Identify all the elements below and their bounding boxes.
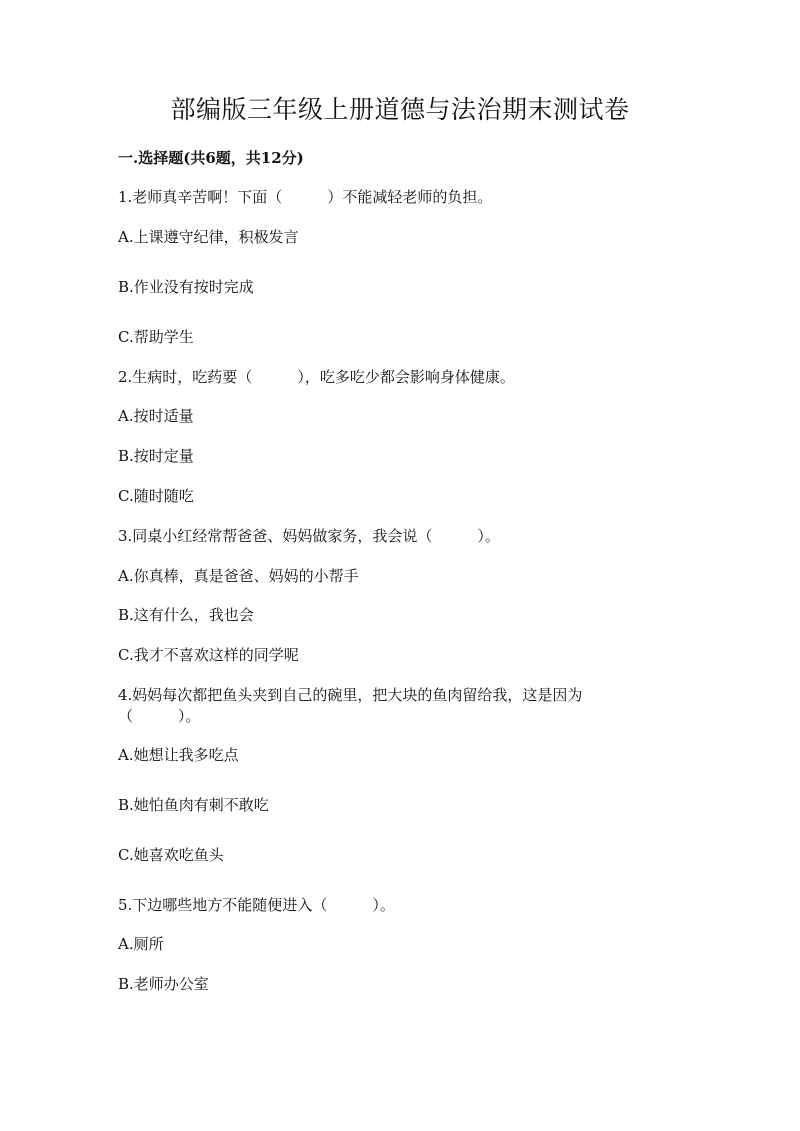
page-title: 部编版三年级上册道德与法治期末测试卷 bbox=[170, 95, 630, 124]
question-1-option-a: A.上课遵守纪律，积极发言 bbox=[118, 228, 299, 246]
question-4-stem-line-2: （ ）。 bbox=[118, 707, 201, 725]
question-5-option-a: A.厕所 bbox=[118, 935, 164, 953]
question-1-option-c: C.帮助学生 bbox=[118, 328, 194, 346]
question-3-option-c: C.我才不喜欢这样的同学呢 bbox=[118, 646, 299, 664]
question-3-option-a: A.你真棒，真是爸爸、妈妈的小帮手 bbox=[118, 567, 359, 585]
question-3-option-b: B.这有什么，我也会 bbox=[118, 606, 254, 624]
question-1-stem: 1.老师真辛苦啊！下面（ ）不能减轻老师的负担。 bbox=[118, 188, 493, 206]
question-2-option-c: C.随时随吃 bbox=[118, 487, 194, 505]
question-4-stem-line-1: 4.妈妈每次都把鱼头夹到自己的碗里，把大块的鱼肉留给我，这是因为 bbox=[118, 686, 583, 704]
question-2-option-a: A.按时适量 bbox=[118, 407, 194, 425]
question-4-option-b: B.她怕鱼肉有刺不敢吃 bbox=[118, 796, 269, 814]
question-2-option-b: B.按时定量 bbox=[118, 447, 194, 465]
question-1-option-b: B.作业没有按时完成 bbox=[118, 278, 254, 296]
question-2-stem: 2.生病时，吃药要（ ），吃多吃少都会影响身体健康。 bbox=[118, 368, 515, 386]
question-5-option-b: B.老师办公室 bbox=[118, 975, 209, 993]
question-3-stem: 3.同桌小红经常帮爸爸、妈妈做家务，我会说（ ）。 bbox=[118, 527, 500, 545]
question-4-option-a: A.她想让我多吃点 bbox=[118, 746, 239, 764]
section-heading: 一.选择题(共6题，共12分) bbox=[118, 149, 304, 167]
question-4-option-c: C.她喜欢吃鱼头 bbox=[118, 846, 224, 864]
question-5-stem: 5.下边哪些地方不能随便进入（ ）。 bbox=[118, 896, 395, 914]
